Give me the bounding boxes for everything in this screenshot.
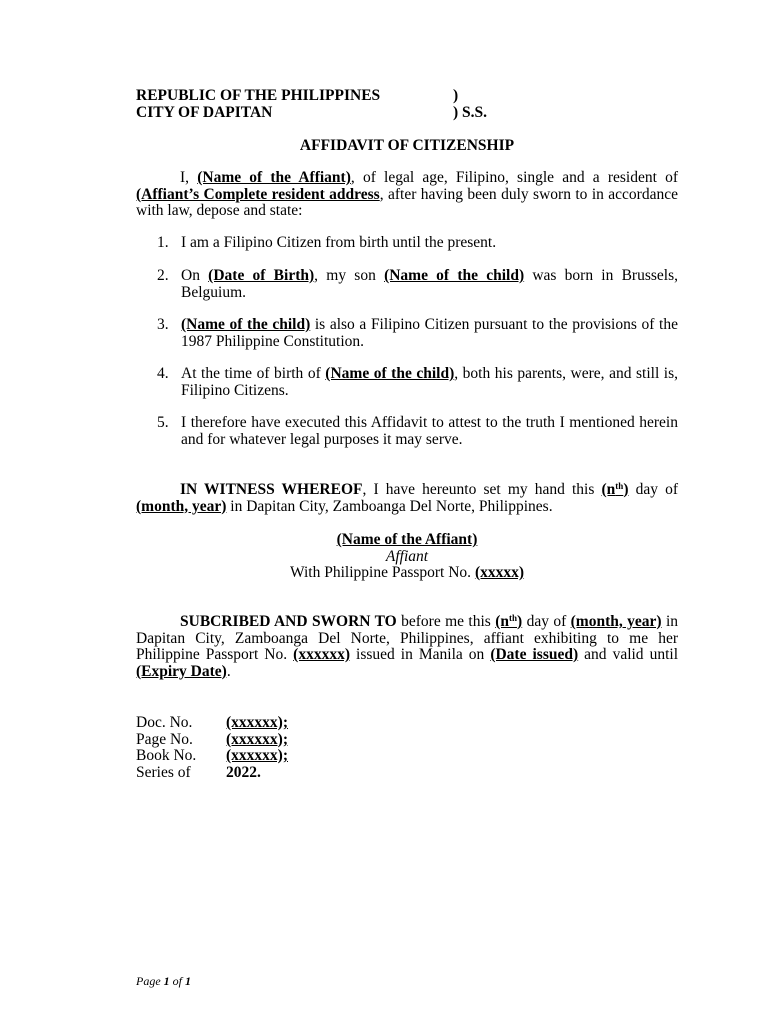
intro-text-2: , of legal age, Filipino, single and a resident of bbox=[350, 169, 678, 186]
item-2-text-3: was born in Brussels, Belguium. bbox=[181, 267, 678, 301]
list-item bbox=[136, 317, 678, 350]
list-item-number: 1. bbox=[157, 234, 169, 251]
page-footer bbox=[136, 974, 191, 989]
jurat-text-4: issued in Manila on bbox=[349, 646, 491, 663]
affiant-label: Affiant bbox=[385, 547, 429, 565]
venue-paren: ) bbox=[453, 87, 459, 104]
jurat-text-6: . bbox=[226, 662, 231, 680]
jurat-lead: SUBCRIBED AND SWORN TO bbox=[180, 613, 397, 630]
witness-text-3: in Dapitan City, Zamboanga Del Norte, Philippines. bbox=[226, 497, 553, 515]
item-4-text-2: , both his parents, were, and still is, Filipino Citizens. bbox=[181, 365, 678, 399]
venue-row-republic bbox=[136, 87, 459, 105]
notarial-value: 2022. bbox=[226, 763, 261, 781]
child-name-placeholder: (Name of the child) bbox=[181, 316, 311, 333]
venue-row-city bbox=[136, 103, 488, 122]
witness-text-2: day of bbox=[628, 481, 679, 498]
notarial-value: (xxxxxx); bbox=[226, 747, 288, 764]
notarial-row-doc bbox=[136, 714, 288, 732]
passport-line bbox=[136, 565, 678, 582]
document-title: AFFIDAVIT OF CITIZENSHIP bbox=[299, 137, 515, 154]
notarial-register bbox=[136, 714, 288, 781]
footer-page-label: Page bbox=[136, 974, 164, 988]
footer-page-number: 1 bbox=[163, 974, 170, 988]
list-item bbox=[136, 235, 678, 252]
nth-day-placeholder bbox=[495, 613, 522, 630]
venue-city: CITY OF DAPITAN bbox=[136, 103, 273, 121]
expiry-date-placeholder: (Expiry Date) bbox=[136, 662, 227, 680]
child-name-placeholder: (Name of the child) bbox=[325, 365, 455, 382]
jurat-text-1: before me this bbox=[396, 613, 496, 630]
passport-number-placeholder: (xxxxx) bbox=[474, 564, 525, 581]
witness-paragraph bbox=[136, 482, 678, 515]
nth-close: ) bbox=[623, 481, 629, 498]
venue-block bbox=[136, 87, 488, 121]
list-item-text bbox=[181, 235, 678, 252]
child-name-placeholder: (Name of the child) bbox=[384, 267, 525, 284]
month-year-placeholder: (month, year) bbox=[570, 613, 662, 630]
signature-block bbox=[136, 532, 678, 582]
nth-superscript: th bbox=[509, 613, 518, 623]
signature-name: (Name of the Affiant) bbox=[336, 531, 478, 548]
list-item-number: 4. bbox=[157, 365, 169, 382]
jurat-text-5: and valid until bbox=[578, 646, 678, 663]
notarial-row-page bbox=[136, 730, 288, 749]
notarial-row-series bbox=[136, 763, 261, 782]
affiant-name-placeholder: (Name of the Affiant) bbox=[197, 169, 351, 186]
list-item-number: 2. bbox=[157, 267, 169, 284]
passport-number-placeholder: (xxxxxx) bbox=[293, 646, 350, 663]
list-item-number: 3. bbox=[157, 316, 169, 333]
footer-of-label: of bbox=[169, 974, 185, 988]
notarial-label: Page No. bbox=[136, 730, 193, 748]
nth-text: (n bbox=[601, 481, 616, 498]
witness-text-1: , I have hereunto set my hand this bbox=[362, 481, 602, 498]
date-issued-placeholder: (Date issued) bbox=[490, 646, 579, 663]
month-year-placeholder: (month, year) bbox=[136, 497, 227, 515]
jurat-text-2: day of bbox=[522, 613, 571, 630]
list-item-number: 5. bbox=[157, 414, 169, 431]
list-item-text bbox=[181, 366, 678, 399]
date-of-birth-placeholder: (Date of Birth) bbox=[208, 267, 315, 284]
jurat-text-3: in Dapitan City, Zamboanga Del Norte, Philippines, affiant exhibiting to me her Philippine Passport No. bbox=[136, 613, 679, 663]
list-item bbox=[136, 415, 678, 448]
notarial-label: Doc. No. bbox=[136, 714, 193, 731]
venue-ss: ) S.S. bbox=[453, 103, 488, 121]
jurat-paragraph bbox=[136, 614, 678, 680]
intro-text-1: I, bbox=[180, 169, 198, 186]
nth-day-placeholder bbox=[602, 481, 629, 498]
intro-paragraph bbox=[136, 170, 678, 220]
item-3-text-1: is also a Filipino Citizen pursuant to the provisions of the 1987 Philippine Constitution. bbox=[181, 316, 678, 350]
affiant-address-placeholder: (Affiant’s Complete resident address bbox=[136, 185, 380, 203]
notarial-row-book bbox=[136, 747, 288, 765]
list-item bbox=[136, 268, 678, 301]
item-2-text-2: , my son bbox=[314, 267, 385, 284]
list-item bbox=[136, 366, 678, 399]
notarial-value: (xxxxxx); bbox=[226, 730, 288, 748]
list-item-text bbox=[181, 415, 678, 448]
item-5-text-1: I therefore have executed this Affidavit to attest to the truth I mentioned herein and for whatever legal purposes it may serve. bbox=[181, 414, 678, 448]
item-2-text-1: On bbox=[181, 267, 209, 284]
footer-page-total: 1 bbox=[185, 974, 191, 988]
witness-lead: IN WITNESS WHEREOF bbox=[180, 481, 363, 498]
nth-superscript: th bbox=[615, 481, 624, 491]
nth-close: ) bbox=[517, 613, 523, 630]
list-item-text bbox=[181, 317, 678, 350]
notarial-value: (xxxxxx); bbox=[226, 714, 288, 731]
notarial-label: Book No. bbox=[136, 747, 197, 764]
nth-text: (n bbox=[495, 613, 509, 630]
item-1-text: I am a Filipino Citizen from birth until the present. bbox=[181, 234, 497, 251]
passport-prefix: With Philippine Passport No. bbox=[289, 564, 475, 581]
notarial-label: Series of bbox=[136, 763, 191, 781]
venue-republic: REPUBLIC OF THE PHILIPPINES bbox=[136, 87, 381, 104]
item-4-text-1: At the time of birth of bbox=[181, 365, 326, 382]
intro-text-3: , after having been duly sworn to in accordance with law, depose and state: bbox=[136, 185, 678, 219]
list-item-text bbox=[181, 268, 678, 301]
